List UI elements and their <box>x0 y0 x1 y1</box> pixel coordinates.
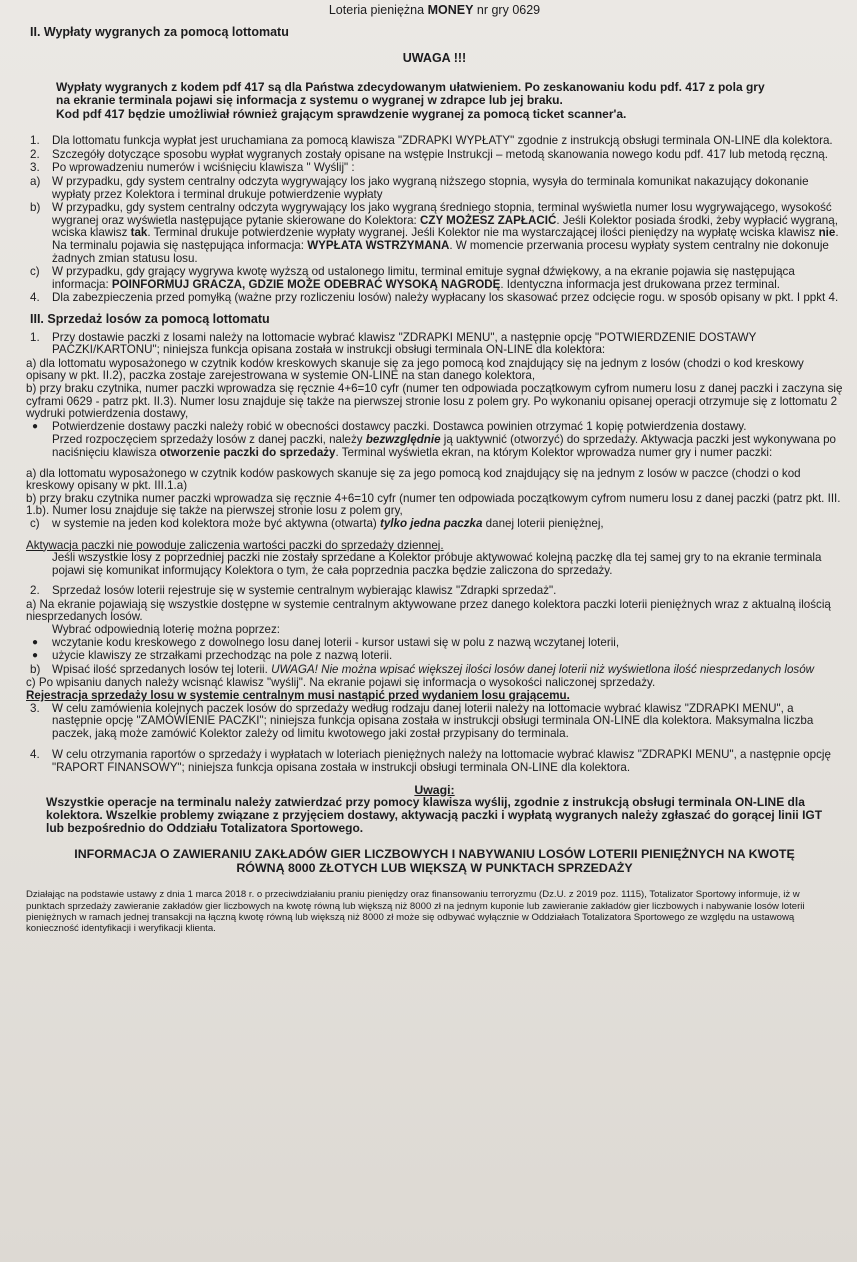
point-number: 3. <box>30 701 40 715</box>
point-letter: c) <box>30 265 40 279</box>
s3-point-2c: c) Po wpisaniu danych należy wcisnąć klawisz "wyślij". Na ekranie pojawi się informacja o wysokości naliczonej sprzedaży. <box>26 676 656 690</box>
point-letter: b) <box>30 662 41 676</box>
s3-point-3 <box>26 703 843 741</box>
s3-activation-b: b) przy braku czytnika numer paczki wprowadza się ręcznie 4+6=10 cyfr (numer ten odpowiada początkowym cyfrom numeru losu z danej paczki (patrz pkt. III. 1.b). Numer losu znajduje się także na pierwszej stronie losu z polem gry, <box>26 491 841 518</box>
s2-point-2 <box>26 149 843 162</box>
warning-title: UWAGA !!! <box>402 51 467 66</box>
point-text: Sprzedaż losów loterii rejestruje się w systemie centralnym wybierając klawisz "Zdrapki sprzedaż". <box>52 584 557 598</box>
s3-bullet-delivery <box>26 421 843 434</box>
point-letter: c) <box>30 516 40 530</box>
warning-block <box>56 81 843 122</box>
point-text: Wpisać ilość sprzedanych losów tej loterii. UWAGA! Nie można wpisać większej ilości losów danej loterii niż wyświetlona ilość niesprzedanych losów <box>52 662 815 676</box>
point-letter: b) <box>30 201 41 215</box>
section-3-title: III. Sprzedaż losów za pomocą lottomatu <box>30 312 270 326</box>
remarks-title: Uwagi: <box>414 782 455 797</box>
section-2-title: II. Wypłaty wygranych za pomocą lottomatu <box>30 24 289 39</box>
header-game-number: nr gry 0629 <box>476 3 541 17</box>
point-text: Dla lottomatu funkcja wypłat jest uruchamiana za pomocą klawisza "ZDRAPKI WYPŁATY" zgodnie z instrukcją obsługi terminala ON-LINE dla kolektora. <box>52 134 833 148</box>
point-text: Przy dostawie paczki z losami należy na lottomacie wybrać klawisz "ZDRAPKI MENU", a następnie opcję "POTWIERDZENIE DOSTAWY PACZKI/KARTONU"; niniejsza funkcja opisana została w instrukcji obsługi terminala ON-LINE dla kolektora: <box>52 330 757 357</box>
warning-line: Wypłaty wygranych z kodem pdf 417 są dla Państwa zdecydowanym ułatwieniem. Po zeskanowaniu kodu pdf. 417 z pola gry <box>56 79 765 94</box>
s2-point-a <box>26 176 843 201</box>
point-number: 2. <box>30 584 40 598</box>
activation-note-title: Aktywacja paczki nie powoduje zaliczenia wartości paczki do sprzedaży dziennej. <box>26 538 444 552</box>
s3-activation-paragraph: Przed rozpoczęciem sprzedaży losów z danej paczki, należy bezwzględnie ją uaktywnić (otworzyć) do sprzedaży. Aktywacja paczki jest wykonywana po naciśnięciu klawisza otworzenie paczki do sprzedaży. Terminal wyświetla ekran, na którym Kolektor wprowadza numer gry i numer paczki: <box>52 433 836 459</box>
info-heading-line: INFORMACJA O ZAWIERANIU ZAKŁADÓW GIER LICZBOWYCH I NABYWANIU LOSÓW LOTERII PIENIĘŻNYCH NA KWOTĘ <box>74 847 795 862</box>
point-text: W przypadku, gdy system centralny odczyta wygrywający los jako wygraną średniego stopnia, terminal wyświetla numer losu wygrywającego, wysokość wygranej oraz wyświetla następujące pytanie skierowane do Kolektora: CZY MOŻESZ ZAPŁACIĆ. Jeśli Kolektor posiada środki, żeby wypłacić wygraną, wciska klawisz tak. Terminal drukuje potwierdzenie wypłaty wygranej. Jeśli Kolektor nie ma wystarczającej ilości pieniędzy na wypłatę wciska klawisz nie. Na terminalu pojawia się następująca informacja: WYPŁATA WSTRZYMANA. W momencie przerwania procesu wypłaty system centralny nie dokonuje żadnych zmian statusu losu. <box>52 201 839 265</box>
header-prefix: Loteria pieniężna <box>328 3 425 17</box>
point-number: 4. <box>30 748 40 762</box>
s3-point-1b: b) przy braku czytnika, numer paczki wprowadza się ręcznie 4+6=10 cyfr (numer ten odpowiada początkowym cyfrom numeru losu z danej paczki i zaczyna się cyframi 0629 - patrz pkt. II.3). Numer losu znajduje się także na pierwszej stronie losu z polem gry. Po wykonaniu opisanej operacji otrzymuje się z lottomatu 2 wydruki potwierdzenia dostawy, <box>26 381 843 421</box>
remarks-text: Wszystkie operacje na terminalu należy zatwierdzać przy pomocy klawisza wyślij, zgodnie z instrukcją obsługi terminala ON-LINE dla kolektora. Wszelkie problemy związane z przyjęciem dostawy, aktywacją paczki i wypłatą wygranych należy zgłaszać do gorącej linii IGT lub bezpośrednio do Oddziału Totalizatora Sportowego. <box>46 795 823 836</box>
s2-point-b <box>26 202 843 265</box>
point-number: 2. <box>30 147 40 161</box>
info-heading-line: RÓWNĄ 8000 ZŁOTYCH LUB WIĘKSZĄ W PUNKTACH SPRZEDAŻY <box>236 861 633 876</box>
info-heading <box>26 847 843 875</box>
point-text: Szczegóły dotyczące sposobu wypłat wygranych zostały opisane na wstępie Instrukcji – metodą skanowania nowego kodu pdf. 417 lub metodą ręczną. <box>52 147 828 161</box>
point-text: W przypadku, gdy grający wygrywa kwotę wyższą od ustalonego limitu, terminal emituje sygnał dźwiękowy, a na ekranie pojawia się następująca informacja: POINFORMUJ GRACZA, GDZIE MOŻE ODEBRAĆ WYSOKĄ NAGRODĘ. Identyczna informacja jest drukowana przez terminal. <box>52 265 795 291</box>
activation-note-text: Jeśli wszystkie losy z poprzedniej paczki nie zostały sprzedane a Kolektor próbuje aktywować kolejną paczkę dla tej samej gry to na ekranie terminala pojawi się komunikat informujący Kolektora o tym, że cała poprzednia paczka będzie zaliczona do sprzedaży. <box>52 551 822 577</box>
bullet-icon: ● <box>32 636 39 648</box>
bullet-text: Potwierdzenie dostawy paczki należy robić w obecności dostawcy paczki. Dostawca powinien otrzymać 1 kopię potwierdzenia dostawy. <box>52 419 747 433</box>
s3-choose-lottery: Wybrać odpowiednią loterię można poprzez: <box>52 623 281 637</box>
warning-line: Kod pdf 417 będzie umożliwiał również grającym sprawdzenie wygranej za pomocą ticket scanner'a. <box>56 106 627 121</box>
s3-point-2a: a) Na ekranie pojawiają się wszystkie dostępne w systemie centralnym aktywowane przez danego kolektora paczki loterii pieniężnych wraz z aktualną ilością niesprzedanych losów. <box>26 597 831 624</box>
s2-point-c <box>26 266 843 291</box>
point-text: Po wprowadzeniu numerów i wciśnięciu klawisza " Wyślij" : <box>52 161 355 175</box>
registration-note: Rejestracja sprzedaży losu w systemie centralnym musi nastąpić przed wydaniem losu grającemu. <box>26 689 570 703</box>
point-number: 4. <box>30 291 40 305</box>
bullet-icon: ● <box>32 650 39 662</box>
bullet-text: wczytanie kodu kreskowego z dowolnego losu danej loterii - kursor ustawi się w polu z nazwą wczytanej loterii, <box>52 635 620 649</box>
s2-point-4 <box>26 292 843 305</box>
s3-point-2 <box>26 585 843 598</box>
s3-activation-a: a) dla lottomatu wyposażonego w czytnik kodów paskowych skanuje się za jego pomocą kod znajdujący się na jednym z losów w paczce (chodzi o kod kreskowy opisany w pkt. III.1.a) <box>26 466 801 493</box>
point-number: 1. <box>30 134 40 148</box>
document-header <box>26 4 843 20</box>
s3-point-1a: a) dla lottomatu wyposażonego w czytnik kodów kreskowych skanuje się za jego pomocą kod znajdujący się na jednym z losów (chodzi o kod kreskowy opisany w pkt. II.2), paczka zostaje zarejestrowana w systemie ON-LINE na stan danego kolektora, <box>26 356 804 383</box>
point-number: 1. <box>30 330 40 344</box>
point-text: W przypadku, gdy system centralny odczyta wygrywający los jako wygraną niższego stopnia, wysyła do terminala komunikat nakazujący dokonanie wypłaty przez Kolektora i terminal drukuje potwierdzenie wypłaty <box>52 175 809 201</box>
s3-point-2b <box>26 664 843 677</box>
bullet-icon: ● <box>32 420 39 432</box>
header-game-name: MONEY <box>427 3 474 17</box>
point-text: w systemie na jeden kod kolektora może być aktywna (otwarta) tylko jedna paczka danej loterii pieniężnej, <box>52 516 604 530</box>
s3-point-4 <box>26 749 843 774</box>
bullet-text: użycie klawiszy ze strzałkami przechodząc na pole z nazwą loterii. <box>52 649 393 663</box>
s2-point-3 <box>26 162 843 175</box>
warning-line: na ekranie terminala pojawi się informacja z systemu o wygranej w zdrapce lub jej braku. <box>56 93 563 108</box>
s2-point-1 <box>26 135 843 148</box>
s3-bullet-scan <box>26 637 843 650</box>
point-text: W celu zamówienia kolejnych paczek losów do sprzedaży według rodzaju danej loterii należy na lottomacie wybrać klawisz "ZDRAPKI MENU", a następnie opcję "ZAMÓWIENIE PACZKI"; niniejsza funkcja opisana została w instrukcji obsługi terminala ON-LINE dla kolektora. Maksymalna liczba paczek, jaką może zamówić Kolektor zależy od limitu kwotowego jaki został przypisany do terminala. <box>52 701 814 740</box>
s3-activation-c <box>26 518 843 531</box>
point-number: 3. <box>30 161 40 175</box>
point-text: Dla zabezpieczenia przed pomyłką (ważne przy rozliczeniu losów) należy wypłacany los skasować przez odcięcie rogu. w sposób opisany w pkt. I ppkt 4. <box>52 291 839 305</box>
point-text: W celu otrzymania raportów o sprzedaży i wypłatach w loteriach pieniężnych należy na lottomacie wybrać klawisz "ZDRAPKI MENU", a następnie opcję "RAPORT FINANSOWY"; niniejsza funkcja opisana została w instrukcji obsługi terminala ON-LINE dla kolektora. <box>52 748 831 774</box>
info-body: Działając na podstawie ustawy z dnia 1 marca 2018 r. o przeciwdziałaniu praniu pieniędzy oraz finansowaniu terroryzmu (Dz.U. z 2019 poz. 1115), Totalizator Sportowy informuje, iż w punktach sprzedaży zawieranie zakładów gier liczbowych na kwotę równą lub większą niż 8000 zł na jednym kuponie lub zawieranie zakładów gier liczbowych i nabywanie losów loterii pieniężnych w ramach jednej transakcji na łączną kwotę równą lub większą niż 8000 zł może się odbywać wyłącznie w Oddziałach Totalizatora Sportowego ze względu na ustawową konieczność identyfikacji i weryfikacji klienta. <box>26 889 805 935</box>
point-letter: a) <box>30 175 41 189</box>
s3-point-1 <box>26 332 843 357</box>
s3-bullet-arrows <box>26 650 843 663</box>
